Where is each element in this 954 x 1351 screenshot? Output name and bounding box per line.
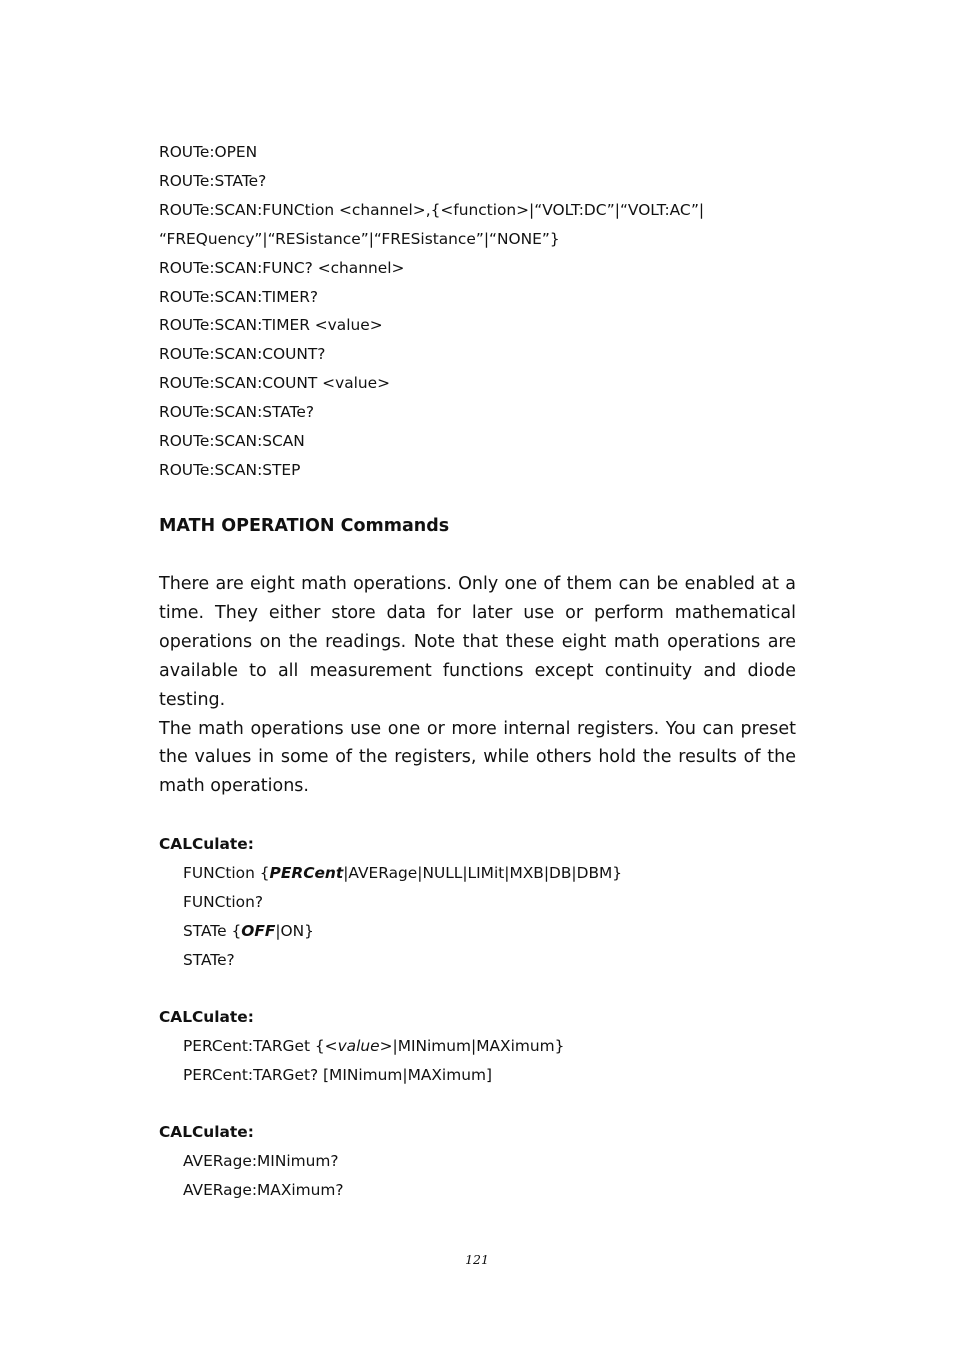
route-command: “FREQuency”|“RESistance”|“FRESistance”|“NONE”}	[159, 229, 560, 248]
route-command: ROUTe:SCAN:STATe?	[159, 403, 314, 422]
calculate-title: CALCulate:	[159, 1123, 254, 1141]
command-text: |ON}	[275, 921, 314, 940]
command-text: FUNCtion {	[183, 863, 270, 882]
calculate-command	[183, 859, 799, 888]
calculate-command: FUNCtion?	[183, 892, 264, 911]
calculate-command-list	[159, 1147, 799, 1205]
calculate-command: PERCent:TARGet? [MINimum|MAXimum]	[183, 1065, 492, 1084]
calculate-average-group	[159, 1118, 799, 1205]
route-command: ROUTe:SCAN:COUNT?	[159, 345, 326, 364]
calculate-command-list	[159, 1032, 799, 1090]
route-command: ROUTe:SCAN:SCAN	[159, 432, 305, 451]
route-command: ROUTe:SCAN:TIMER <value>	[159, 316, 383, 335]
route-command: ROUTe:SCAN:COUNT <value>	[159, 374, 391, 393]
command-text: >|MINimum|MAXimum}	[379, 1036, 565, 1055]
calculate-percent-group	[159, 1003, 799, 1090]
parameter-placeholder: value	[337, 1036, 380, 1055]
section-heading: MATH OPERATION Commands	[159, 516, 450, 536]
section-description	[159, 570, 796, 801]
calculate-title: CALCulate:	[159, 835, 254, 853]
default-option: PERCent	[269, 863, 344, 882]
route-command: ROUTe:SCAN:TIMER?	[159, 287, 319, 306]
route-command-list	[159, 138, 799, 485]
calculate-title: CALCulate:	[159, 1008, 254, 1026]
calculate-command: AVERage:MAXimum?	[183, 1180, 344, 1199]
route-command: ROUTe:SCAN:FUNC? <channel>	[159, 258, 405, 277]
calculate-command: AVERage:MINimum?	[183, 1151, 339, 1170]
route-command: ROUTe:OPEN	[159, 143, 258, 161]
route-command: ROUTe:SCAN:FUNCtion <channel>,{<function>|“VOLT:DC”|“VOLT:AC”|	[159, 200, 705, 219]
calculate-command: STATe?	[183, 950, 235, 969]
route-command: ROUTe:SCAN:STEP	[159, 460, 301, 479]
default-option: OFF	[241, 921, 276, 940]
description-paragraph: The math operations use one or more internal registers. You can preset the values in some of the registers, while others hold the results of the math operations.	[159, 718, 796, 797]
command-text: STATe {	[183, 921, 242, 940]
command-text: PERCent:TARGet {<	[183, 1036, 338, 1055]
description-paragraph: There are eight math operations. Only one of them can be enabled at a time. They either store data for later use or perform mathematical operations on the readings. Note that these eight math operations are available to all measurement functions except continuity and diode testing.	[159, 574, 796, 710]
page-number: 121	[465, 1252, 489, 1267]
calculate-command	[183, 917, 799, 946]
calculate-function-group	[159, 830, 799, 975]
route-command: ROUTe:STATe?	[159, 171, 267, 190]
command-text: |AVERage|NULL|LIMit|MXB|DB|DBM}	[343, 863, 623, 882]
calculate-command	[183, 1032, 799, 1061]
calculate-command-list	[159, 859, 799, 975]
